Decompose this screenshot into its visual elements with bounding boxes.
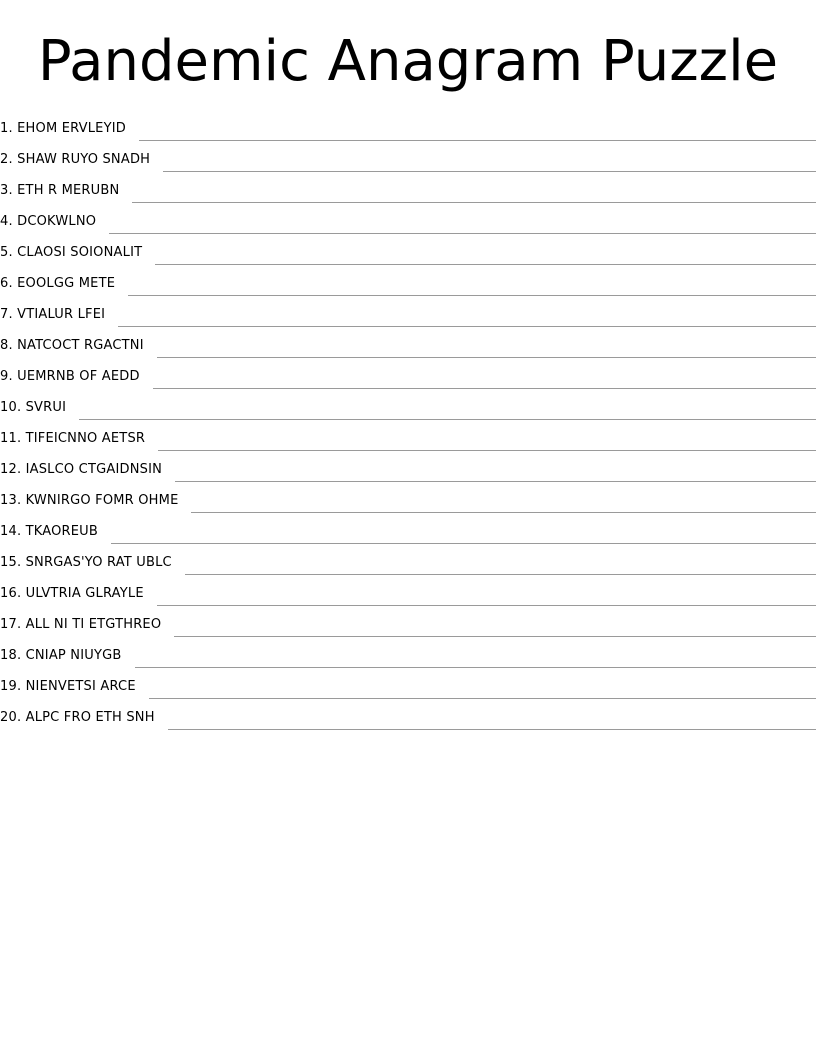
list-item <box>0 235 816 266</box>
list-item <box>0 111 816 142</box>
anagram-clue: 13. KWNIRGO FOMR OHME <box>0 493 179 508</box>
list-item <box>0 638 816 669</box>
anagram-clue: 9. UEMRNB OF AEDD <box>0 369 140 384</box>
anagram-clue: 20. ALPC FRO ETH SNH <box>0 710 155 725</box>
anagram-clue: 15. SNRGAS'YO RAT UBLC <box>0 555 172 570</box>
list-item <box>0 669 816 700</box>
list-item <box>0 576 816 607</box>
anagram-list <box>0 111 816 731</box>
list-item <box>0 142 816 173</box>
answer-line[interactable] <box>191 512 816 513</box>
list-item <box>0 607 816 638</box>
answer-line[interactable] <box>111 543 816 544</box>
answer-line[interactable] <box>185 574 816 575</box>
anagram-clue: 12. IASLCO CTGAIDNSIN <box>0 462 163 477</box>
anagram-clue: 5. CLAOSI SOIONALIT <box>0 245 143 260</box>
answer-line[interactable] <box>168 729 816 730</box>
list-item <box>0 173 816 204</box>
answer-line[interactable] <box>157 605 816 606</box>
anagram-clue: 14. TKAOREUB <box>0 524 99 539</box>
answer-line[interactable] <box>79 419 816 420</box>
list-item <box>0 452 816 483</box>
list-item <box>0 483 816 514</box>
answer-line[interactable] <box>155 264 816 265</box>
answer-line[interactable] <box>149 698 816 699</box>
answer-line[interactable] <box>109 233 816 234</box>
answer-line[interactable] <box>132 202 816 203</box>
anagram-clue: 19. NIENVETSI ARCE <box>0 679 136 694</box>
list-item <box>0 700 816 731</box>
list-item <box>0 204 816 235</box>
answer-line[interactable] <box>153 388 816 389</box>
anagram-clue: 1. EHOM ERVLEYID <box>0 121 126 136</box>
anagram-clue: 8. NATCOCT RGACTNI <box>0 338 144 353</box>
anagram-clue: 10. SVRUI <box>0 400 67 415</box>
anagram-clue: 7. VTIALUR LFEI <box>0 307 106 322</box>
list-item <box>0 328 816 359</box>
list-item <box>0 545 816 576</box>
list-item <box>0 359 816 390</box>
anagram-clue: 11. TIFEICNNO AETSR <box>0 431 146 446</box>
answer-line[interactable] <box>128 295 816 296</box>
answer-line[interactable] <box>158 450 816 451</box>
anagram-clue: 17. ALL NI TI ETGTHREO <box>0 617 162 632</box>
page-title: Pandemic Anagram Puzzle <box>37 29 779 94</box>
answer-line[interactable] <box>157 357 816 358</box>
list-item <box>0 297 816 328</box>
list-item <box>0 390 816 421</box>
answer-line[interactable] <box>174 636 816 637</box>
list-item <box>0 421 816 452</box>
anagram-clue: 4. DCOKWLNO <box>0 214 97 229</box>
answer-line[interactable] <box>139 140 816 141</box>
answer-line[interactable] <box>118 326 816 327</box>
answer-line[interactable] <box>135 667 816 668</box>
answer-line[interactable] <box>175 481 816 482</box>
anagram-clue: 18. CNIAP NIUYGB <box>0 648 122 663</box>
anagram-clue: 16. ULVTRIA GLRAYLE <box>0 586 144 601</box>
anagram-clue: 3. ETH R MERUBN <box>0 183 120 198</box>
anagram-clue: 6. EOOLGG METE <box>0 276 116 291</box>
list-item <box>0 266 816 297</box>
answer-line[interactable] <box>163 171 816 172</box>
list-item <box>0 514 816 545</box>
anagram-clue: 2. SHAW RUYO SNADH <box>0 152 151 167</box>
